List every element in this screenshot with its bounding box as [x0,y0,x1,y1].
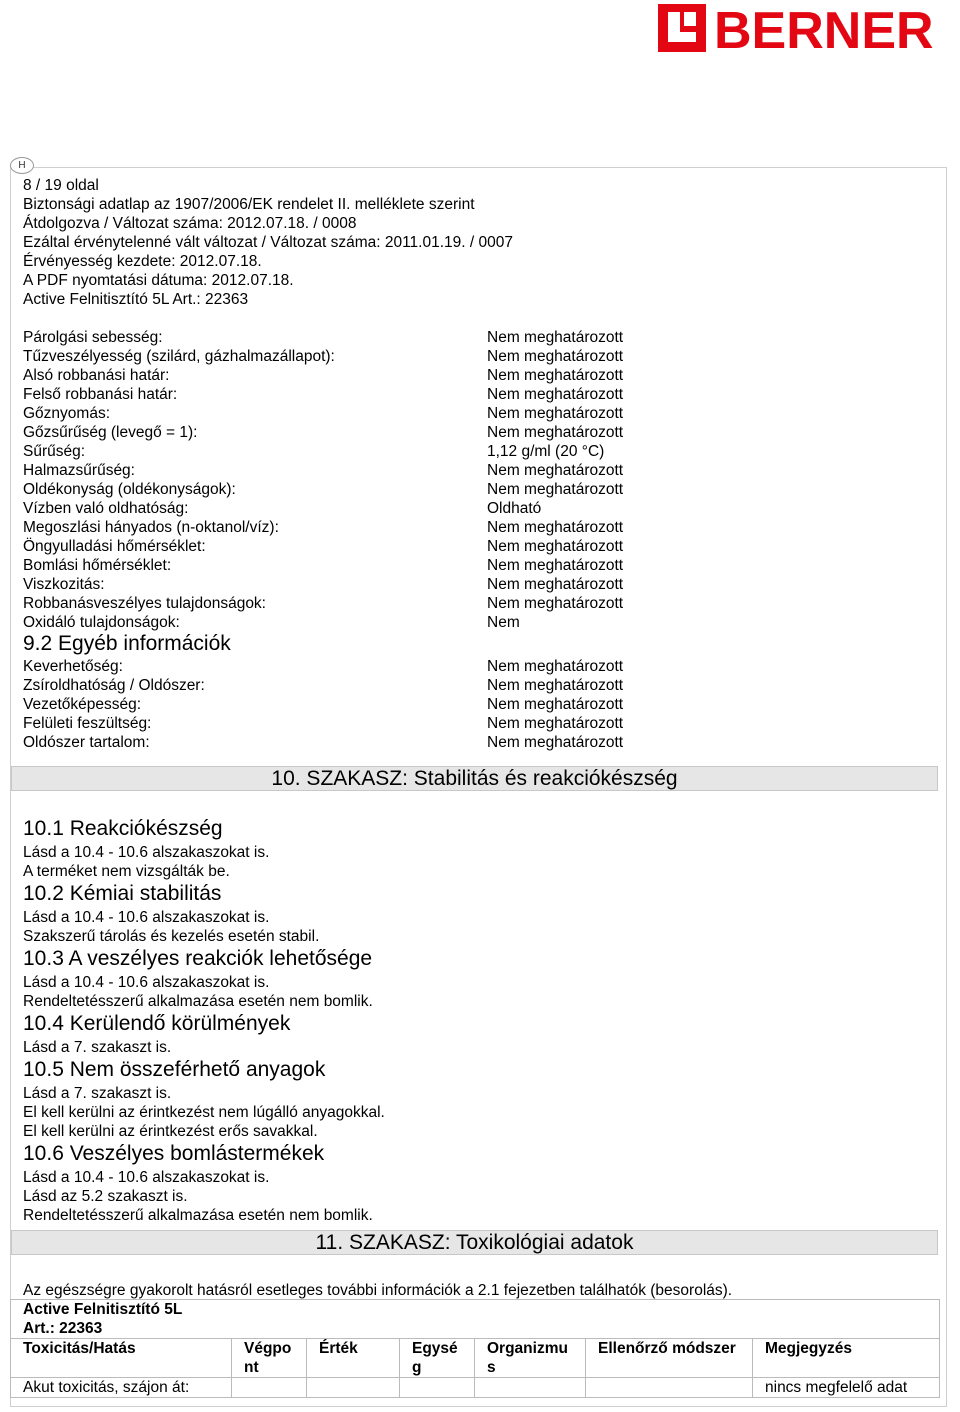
property-label: Gőznyomás: [23,405,111,422]
property-value: Nem meghatározott [487,576,624,593]
section-9-2-heading: 9.2 Egyéb információk [23,632,231,655]
language-badge: H [10,157,34,174]
row-unit [400,1378,475,1398]
subsection-text: El kell kerülni az érintkezést nem lúgálló anyagokkal. [23,1104,385,1121]
row-toxicity: Akut toxicitás, szájon át: [11,1378,232,1398]
row-endpoint [232,1378,307,1398]
section-10-title: 10. SZAKASZ: Stabilitás és reakciókészség [11,766,938,791]
header-value: Érték [307,1339,400,1378]
property-value: Nem meghatározott [487,595,624,612]
property-value: Nem meghatározott [487,462,624,479]
header-method: Ellenőrző módszer [586,1339,753,1378]
subsection-heading: 10.5 Nem összeférhető anyagok [23,1058,326,1081]
header-line: 8 / 19 oldal [23,177,99,194]
property-value: Nem meghatározott [487,481,624,498]
subsection-text: Lásd az 5.2 szakaszt is. [23,1188,188,1205]
property-value: Nem meghatározott [487,348,624,365]
property-label: Bomlási hőmérséklet: [23,557,172,574]
toxicity-table [10,1299,940,1398]
subsection-text: A terméket nem vizsgálták be. [23,863,230,880]
property-value: Nem meghatározott [487,519,624,536]
subsection-heading: 10.6 Veszélyes bomlástermékek [23,1142,325,1165]
property-value: Nem meghatározott [487,367,624,384]
property-label: Tűzveszélyesség (szilárd, gázhalmazállapot): [23,348,335,365]
property-value: 1,12 g/ml (20 °C) [487,443,605,460]
property-value: Nem meghatározott [487,405,624,422]
subsection-text: Lásd a 10.4 - 10.6 alszakaszokat is. [23,844,270,861]
other-info-label: Felületi feszültség: [23,715,152,732]
property-label: Halmazsűrűség: [23,462,135,479]
property-value: Nem [487,614,520,631]
header-line: Biztonsági adatlap az 1907/2006/EK rendelet II. melléklete szerint [23,196,475,213]
property-label: Robbanásveszélyes tulajdonságok: [23,595,266,612]
property-value: Nem meghatározott [487,386,624,403]
property-label: Vízben való oldhatóság: [23,500,189,517]
subsection-text: Rendeltetésszerű alkalmazása esetén nem bomlik. [23,1207,373,1224]
header-organism: Organizmu s [475,1339,586,1378]
header-remark: Megjegyzés [753,1339,940,1378]
property-value: Nem meghatározott [487,557,624,574]
other-info-value: Nem meghatározott [487,677,624,694]
other-info-label: Keverhetőség: [23,658,123,675]
header-unit: Egysé g [400,1339,475,1378]
header-endpoint: Végpo nt [232,1339,307,1378]
row-remark: nincs megfelelő adat [753,1378,940,1398]
header-toxicity: Toxicitás/Hatás [11,1339,232,1378]
subsection-text: Rendeltetésszerű alkalmazása esetén nem bomlik. [23,993,373,1010]
subsection-heading: 10.2 Kémiai stabilitás [23,882,222,905]
header-line: Active Felnitisztító 5L Art.: 22363 [23,291,249,308]
header-line: A PDF nyomtatási dátuma: 2012.07.18. [23,272,294,289]
subsection-heading: 10.1 Reakciókészség [23,817,223,840]
row-method [586,1378,753,1398]
property-label: Párolgási sebesség: [23,329,163,346]
subsection-text: Lásd a 10.4 - 10.6 alszakaszokat is. [23,1169,270,1186]
property-label: Sűrűség: [23,443,86,460]
product-name: Active Felnitisztító 5L Art.: 22363 [11,1300,940,1339]
subsection-text: Lásd a 7. szakaszt is. [23,1039,172,1056]
row-organism [475,1378,586,1398]
other-info-label: Oldószer tartalom: [23,734,150,751]
section-11-intro: Az egészségre gyakorolt hatásról esetleges további információk a 2.1 fejezetben találhatók (besorolás). [23,1282,733,1299]
property-label: Felső robbanási határ: [23,386,178,403]
row-value [307,1378,400,1398]
property-value: Oldható [487,500,542,517]
other-info-value: Nem meghatározott [487,715,624,732]
other-info-value: Nem meghatározott [487,734,624,751]
section-11-title: 11. SZAKASZ: Toxikológiai adatok [11,1230,938,1255]
subsection-text: El kell kerülni az érintkezést erős savakkal. [23,1123,318,1140]
subsection-text: Szakszerű tárolás és kezelés esetén stabil. [23,928,320,945]
property-label: Megoszlási hányados (n-oktanol/víz): [23,519,279,536]
property-label: Öngyulladási hőmérséklet: [23,538,206,555]
property-label: Oxidáló tulajdonságok: [23,614,180,631]
property-label: Viszkozitás: [23,576,105,593]
header-line: Érvényesség kezdete: 2012.07.18. [23,253,262,270]
berner-logo [658,4,958,52]
header-line: Átdolgozva / Változat száma: 2012.07.18. / 0008 [23,215,357,232]
other-info-label: Vezetőképesség: [23,696,142,713]
other-info-value: Nem meghatározott [487,658,624,675]
subsection-text: Lásd a 10.4 - 10.6 alszakaszokat is. [23,909,270,926]
property-label: Oldékonyság (oldékonyságok): [23,481,236,498]
other-info-value: Nem meghatározott [487,696,624,713]
property-value: Nem meghatározott [487,329,624,346]
property-label: Gőzsűrűség (levegő = 1): [23,424,198,441]
subsection-heading: 10.4 Kerülendő körülmények [23,1012,291,1035]
property-label: Alsó robbanási határ: [23,367,170,384]
logo-text: BERNER [714,4,934,52]
other-info-label: Zsíroldhatóság / Oldószer: [23,677,205,694]
header-line: Ezáltal érvénytelenné vált változat / Változat száma: 2011.01.19. / 0007 [23,234,513,251]
subsection-text: Lásd a 10.4 - 10.6 alszakaszokat is. [23,974,270,991]
property-value: Nem meghatározott [487,538,624,555]
subsection-text: Lásd a 7. szakaszt is. [23,1085,172,1102]
subsection-heading: 10.3 A veszélyes reakciók lehetősége [23,947,373,970]
property-value: Nem meghatározott [487,424,624,441]
